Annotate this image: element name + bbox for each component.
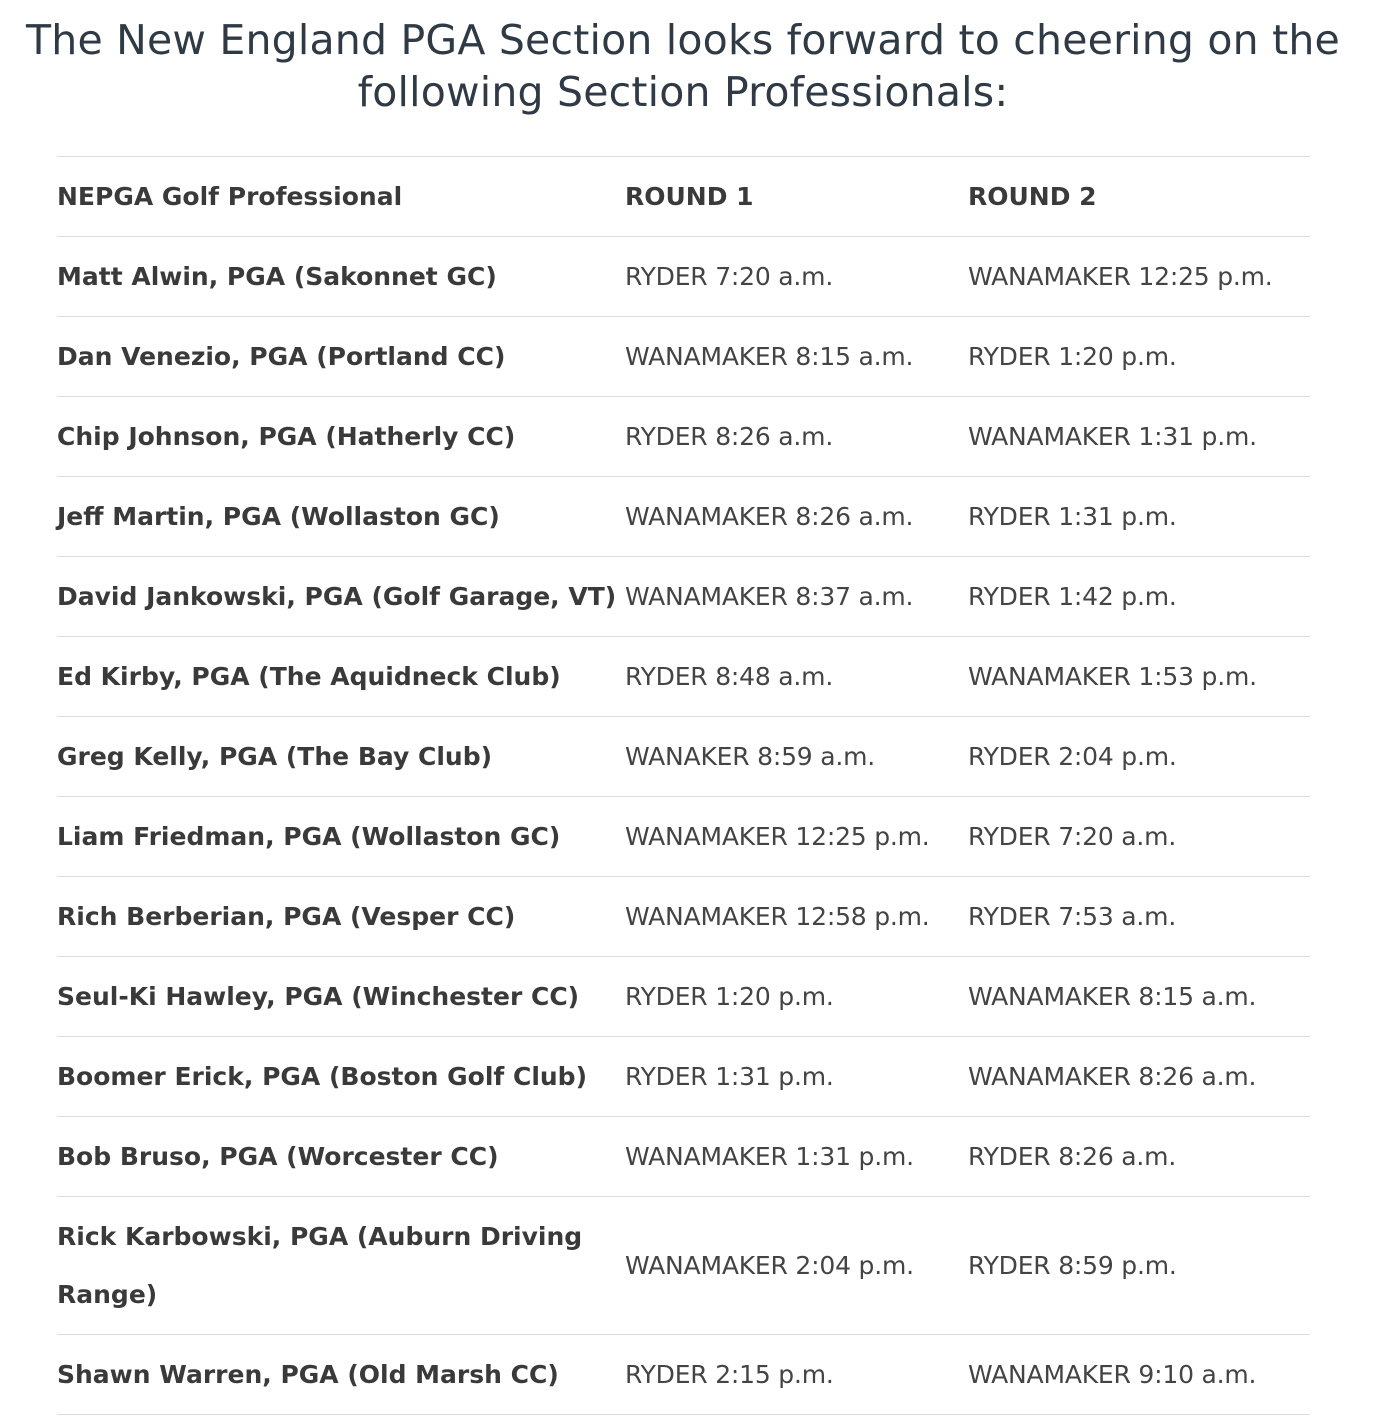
round-2-time: RYDER 8:26 a.m. [968,1117,1310,1197]
table-row [57,1117,1310,1197]
table-row [57,237,1310,317]
professional-name: Greg Kelly, PGA (The Bay Club) [57,717,625,797]
round-1-time: WANAKER 8:59 a.m. [625,717,968,797]
professional-name: Jeff Martin, PGA (Wollaston GC) [57,477,625,557]
round-2-time: RYDER 2:04 p.m. [968,717,1310,797]
column-header-round-1: ROUND 1 [625,157,968,237]
professional-name: Seul-Ki Hawley, PGA (Winchester CC) [57,957,625,1037]
table-row [57,557,1310,637]
round-2-time: RYDER 7:53 a.m. [968,877,1310,957]
round-1-time: RYDER 2:15 p.m. [625,1335,968,1415]
column-header-professional: NEPGA Golf Professional [57,157,625,237]
page-heading: The New England PGA Section looks forward to cheering on the following Section Professionals: [26,16,1340,116]
professional-name: Boomer Erick, PGA (Boston Golf Club) [57,1037,625,1117]
table-row [57,1197,1310,1335]
round-1-time: WANAMAKER 12:58 p.m. [625,877,968,957]
professional-name: Bob Bruso, PGA (Worcester CC) [57,1117,625,1197]
round-2-time: RYDER 1:42 p.m. [968,557,1310,637]
table-row [57,877,1310,957]
professional-name: Liam Friedman, PGA (Wollaston GC) [57,797,625,877]
round-1-time: RYDER 1:31 p.m. [625,1037,968,1117]
column-header-round-2: ROUND 2 [968,157,1310,237]
professional-name: Rick Karbowski, PGA (Auburn Driving Range) [57,1197,625,1335]
round-2-time: WANAMAKER 1:31 p.m. [968,397,1310,477]
tee-times-table [57,156,1310,1415]
table-row [57,1335,1310,1415]
round-1-time: WANAMAKER 8:15 a.m. [625,317,968,397]
table-row [57,477,1310,557]
table-row [57,717,1310,797]
table-row [57,317,1310,397]
round-1-time: RYDER 8:26 a.m. [625,397,968,477]
round-1-time: WANAMAKER 2:04 p.m. [625,1197,968,1335]
round-2-time: WANAMAKER 9:10 a.m. [968,1335,1310,1415]
table-header-row [57,157,1310,237]
table-row [57,637,1310,717]
round-2-time: RYDER 1:20 p.m. [968,317,1310,397]
round-2-time: RYDER 7:20 a.m. [968,797,1310,877]
round-1-time: RYDER 1:20 p.m. [625,957,968,1037]
round-1-time: RYDER 7:20 a.m. [625,237,968,317]
round-2-time: WANAMAKER 1:53 p.m. [968,637,1310,717]
table-row [57,957,1310,1037]
professional-name: Dan Venezio, PGA (Portland CC) [57,317,625,397]
round-2-time: WANAMAKER 8:26 a.m. [968,1037,1310,1117]
round-1-time: RYDER 8:48 a.m. [625,637,968,717]
professional-name: Rich Berberian, PGA (Vesper CC) [57,877,625,957]
table-row [57,1037,1310,1117]
round-2-time: RYDER 1:31 p.m. [968,477,1310,557]
table-row [57,797,1310,877]
professional-name: Shawn Warren, PGA (Old Marsh CC) [57,1335,625,1415]
round-1-time: WANAMAKER 8:37 a.m. [625,557,968,637]
round-2-time: WANAMAKER 8:15 a.m. [968,957,1310,1037]
round-1-time: WANAMAKER 12:25 p.m. [625,797,968,877]
round-1-time: WANAMAKER 8:26 a.m. [625,477,968,557]
round-2-time: WANAMAKER 12:25 p.m. [968,237,1310,317]
professional-name: Chip Johnson, PGA (Hatherly CC) [57,397,625,477]
professional-name: Matt Alwin, PGA (Sakonnet GC) [57,237,625,317]
professional-name: David Jankowski, PGA (Golf Garage, VT) [57,557,625,637]
professional-name: Ed Kirby, PGA (The Aquidneck Club) [57,637,625,717]
round-2-time: RYDER 8:59 p.m. [968,1197,1310,1335]
table-row [57,397,1310,477]
round-1-time: WANAMAKER 1:31 p.m. [625,1117,968,1197]
